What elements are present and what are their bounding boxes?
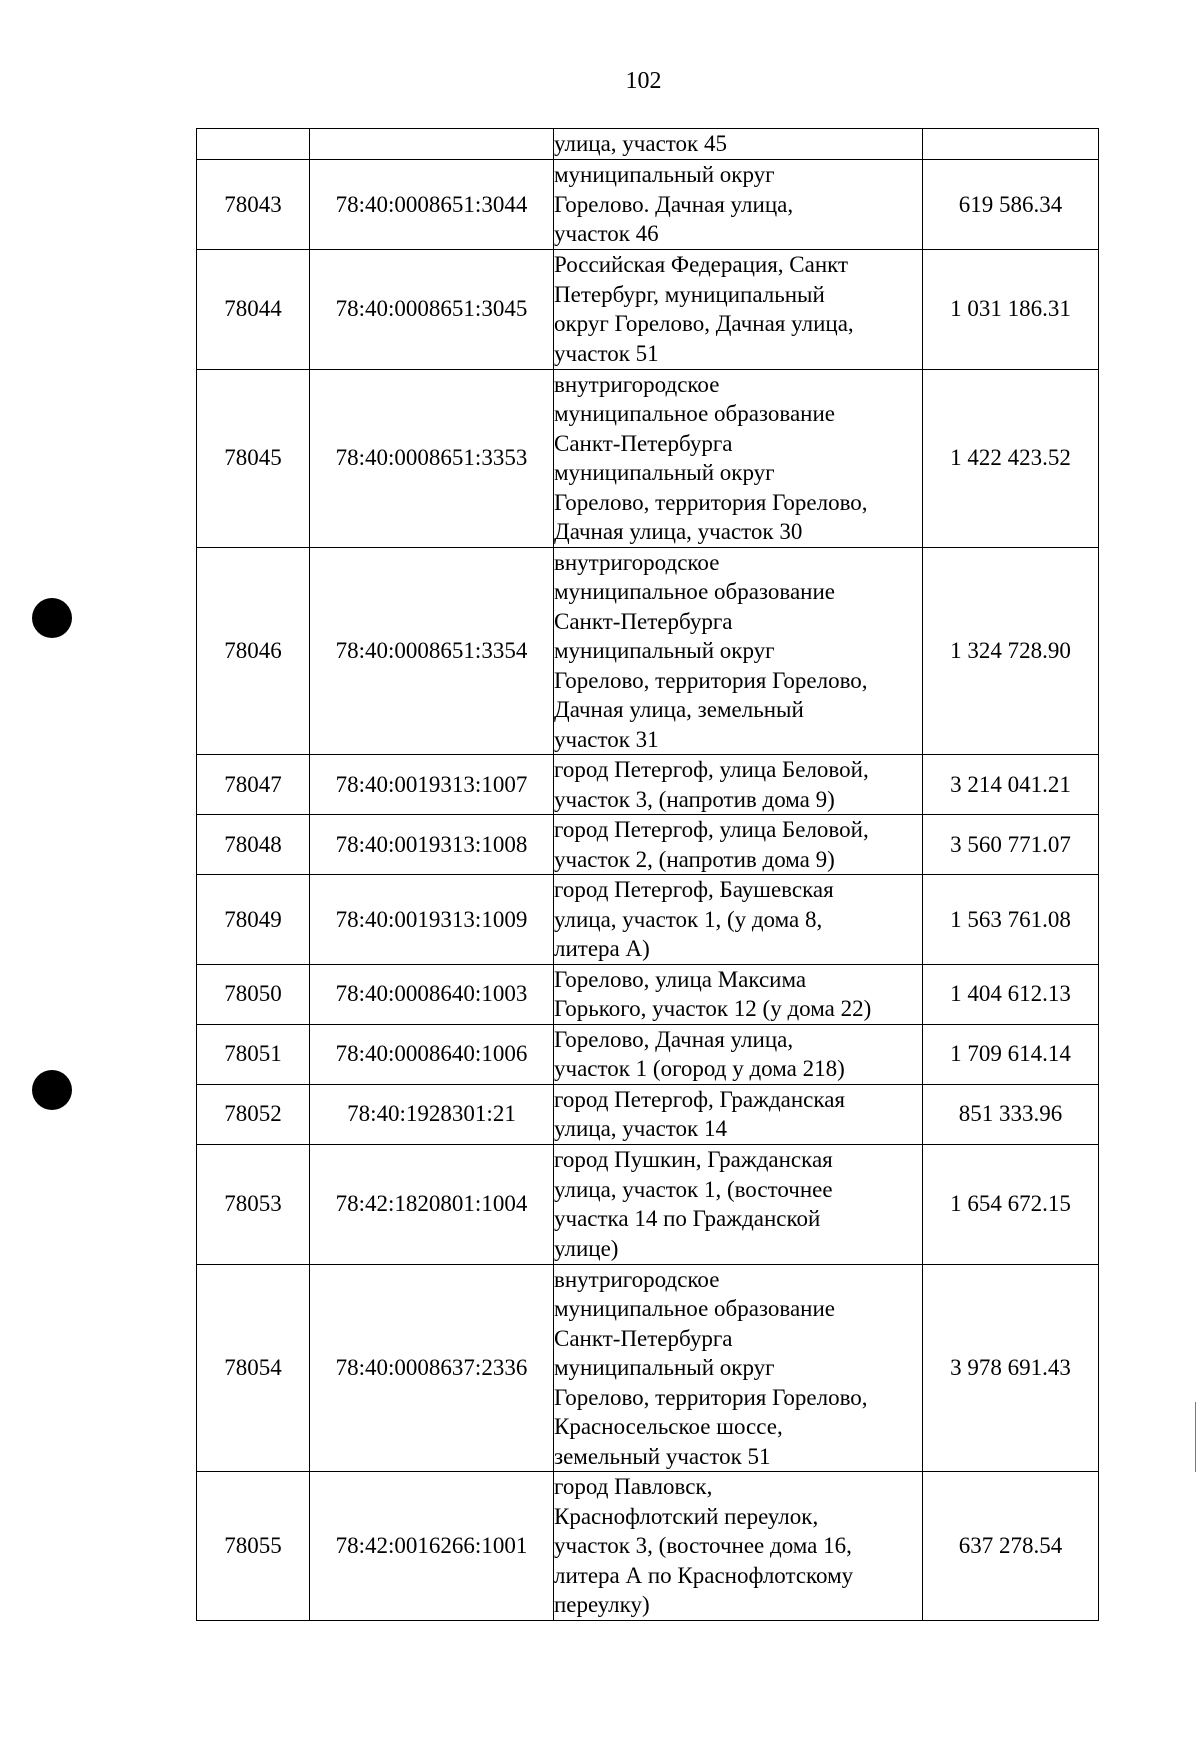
cadastral-number-cell bbox=[310, 755, 554, 815]
cadastral-number-text: 78:40:0019313:1009 bbox=[335, 906, 528, 932]
row-number-cell bbox=[197, 964, 310, 1024]
row-number-text: 78054 bbox=[224, 1355, 282, 1380]
address-cell bbox=[554, 1024, 923, 1084]
address-cell bbox=[554, 249, 923, 369]
address-text: улица, участок 45 bbox=[554, 131, 727, 157]
address-text: внутригородское муниципальное образование Санкт-Петербурга муниципальный округ Горелово, территория Горелово, Красносельское шоссе, земельный участок 51 bbox=[554, 1266, 868, 1469]
table-body bbox=[197, 129, 1099, 1621]
row-number-text: 78051 bbox=[224, 1041, 282, 1067]
table-row bbox=[197, 369, 1099, 547]
cadastral-value-cell bbox=[923, 1472, 1099, 1621]
cadastral-number-text: 78:42:0016266:1001 bbox=[335, 1533, 528, 1558]
cadastral-value-cell bbox=[923, 547, 1099, 755]
address-cell bbox=[554, 875, 923, 965]
row-number-text: 78044 bbox=[224, 296, 282, 322]
row-number-cell bbox=[197, 160, 310, 250]
row-number-text: 78043 bbox=[224, 191, 282, 217]
table-row bbox=[197, 1472, 1099, 1621]
cadastral-number-cell bbox=[310, 249, 554, 369]
table-row bbox=[197, 547, 1099, 755]
cadastral-number-cell bbox=[310, 1024, 554, 1084]
punch-hole-bottom bbox=[32, 1070, 72, 1110]
row-number-cell bbox=[197, 1024, 310, 1084]
cadastral-value-text: 1 324 728.90 bbox=[950, 638, 1071, 663]
cadastral-number-text: 78:40:0019313:1007 bbox=[335, 771, 528, 797]
row-number-cell bbox=[197, 1472, 310, 1621]
address-text: Российская Федерация, Санкт Петербург, муниципальный округ Горелово, Дачная улица, участок 51 bbox=[554, 252, 854, 366]
address-cell bbox=[554, 1144, 923, 1264]
cadastral-value-cell bbox=[923, 755, 1099, 815]
cadastral-number-cell bbox=[310, 1084, 554, 1144]
cadastral-value-cell bbox=[923, 1024, 1099, 1084]
cadastral-value-cell bbox=[923, 1084, 1099, 1144]
cadastral-number-cell bbox=[310, 547, 554, 755]
cadastral-number-text: 78:40:0008637:2336 bbox=[335, 1355, 528, 1380]
address-cell bbox=[554, 1472, 923, 1621]
cadastral-value-text: 619 586.34 bbox=[958, 191, 1063, 217]
cadastral-number-text: 78:40:0008651:3353 bbox=[335, 445, 528, 471]
address-text: город Петергоф, улица Беловой, участок 3, (напротив дома 9) bbox=[554, 757, 869, 812]
row-number-text: 78048 bbox=[224, 831, 282, 857]
cadastral-number-text: 78:42:1820801:1004 bbox=[335, 1191, 528, 1217]
cadastral-value-cell bbox=[923, 1264, 1099, 1472]
row-number-cell bbox=[197, 369, 310, 547]
cadastral-value-text: 1 709 614.14 bbox=[950, 1041, 1071, 1067]
table-row bbox=[197, 755, 1099, 815]
row-number-text: 78049 bbox=[224, 906, 282, 932]
cadastral-value-cell bbox=[923, 964, 1099, 1024]
cadastral-number-text: 78:40:0008651:3354 bbox=[335, 638, 528, 663]
cadastral-number-cell bbox=[310, 369, 554, 547]
table-row bbox=[197, 160, 1099, 250]
table-row bbox=[197, 129, 1099, 160]
cadastral-value-cell bbox=[923, 249, 1099, 369]
row-number-cell bbox=[197, 547, 310, 755]
cadastral-value-cell bbox=[923, 875, 1099, 965]
address-cell bbox=[554, 1084, 923, 1144]
cadastral-number-text: 78:40:0019313:1008 bbox=[335, 831, 528, 857]
cadastral-value-text: 1 031 186.31 bbox=[950, 296, 1071, 322]
row-number-text: 78052 bbox=[224, 1101, 282, 1127]
address-cell bbox=[554, 1264, 923, 1472]
row-number-cell bbox=[197, 249, 310, 369]
cadastral-value-text: 3 978 691.43 bbox=[950, 1355, 1071, 1380]
cadastral-number-text: 78:40:0008651:3044 bbox=[335, 191, 528, 217]
cadastral-value-text: 1 654 672.15 bbox=[950, 1191, 1071, 1217]
cadastral-value-cell bbox=[923, 369, 1099, 547]
address-cell bbox=[554, 129, 923, 160]
address-cell bbox=[554, 160, 923, 250]
address-text: муниципальный округ Горелово. Дачная улица, участок 46 bbox=[554, 162, 794, 246]
row-number-cell bbox=[197, 1144, 310, 1264]
address-text: внутригородское муниципальное образование Санкт-Петербурга муниципальный округ Горелово, территория Горелово, Дачная улица, земельный участок 31 bbox=[554, 549, 868, 752]
cadastral-number-cell bbox=[310, 815, 554, 875]
address-text: город Петергоф, Гражданская улица, участок 14 bbox=[554, 1086, 845, 1141]
cadastral-number-cell bbox=[310, 1264, 554, 1472]
table-row bbox=[197, 815, 1099, 875]
table-row bbox=[197, 1084, 1099, 1144]
row-number-text: 78053 bbox=[224, 1191, 282, 1217]
scan-edge-mark bbox=[1195, 1402, 1196, 1472]
table-row bbox=[197, 1264, 1099, 1472]
cadastral-value-text: 1 563 761.08 bbox=[950, 906, 1071, 932]
cadastral-number-cell bbox=[310, 160, 554, 250]
cadastral-value-cell bbox=[923, 129, 1099, 160]
row-number-text: 78046 bbox=[224, 638, 282, 663]
address-cell bbox=[554, 369, 923, 547]
table-row bbox=[197, 875, 1099, 965]
cadastral-value-text: 3 560 771.07 bbox=[950, 831, 1071, 857]
cadastral-number-text: 78:40:0008640:1003 bbox=[335, 981, 528, 1007]
page-number: 102 bbox=[625, 68, 662, 94]
address-cell bbox=[554, 755, 923, 815]
land-plot-table bbox=[196, 128, 1099, 1621]
address-text: внутригородское муниципальное образование Санкт-Петербурга муниципальный округ Горелово, территория Горелово, Дачная улица, участок 30 bbox=[554, 371, 868, 544]
cadastral-value-cell bbox=[923, 160, 1099, 250]
cadastral-value-text: 3 214 041.21 bbox=[950, 771, 1071, 797]
cadastral-value-text: 637 278.54 bbox=[958, 1533, 1063, 1558]
row-number-cell bbox=[197, 129, 310, 160]
cadastral-number-cell bbox=[310, 129, 554, 160]
row-number-cell bbox=[197, 875, 310, 965]
table-row bbox=[197, 964, 1099, 1024]
row-number-cell bbox=[197, 755, 310, 815]
address-text: Горелово, Дачная улица, участок 1 (огород у дома 218) bbox=[554, 1026, 845, 1081]
cadastral-number-cell bbox=[310, 964, 554, 1024]
address-text: город Петергоф, Баушевская улица, участок 1, (у дома 8, литера А) bbox=[554, 877, 834, 961]
punch-hole-top bbox=[32, 598, 72, 638]
cadastral-value-text: 1 422 423.52 bbox=[950, 445, 1071, 471]
cadastral-number-cell bbox=[310, 1144, 554, 1264]
row-number-cell bbox=[197, 815, 310, 875]
cadastral-number-text: 78:40:0008640:1006 bbox=[335, 1041, 528, 1067]
cadastral-number-cell bbox=[310, 875, 554, 965]
address-cell bbox=[554, 547, 923, 755]
cadastral-number-text: 78:40:1928301:21 bbox=[347, 1101, 516, 1127]
table-row bbox=[197, 1024, 1099, 1084]
address-text: Горелово, улица Максима Горького, участок 12 (у дома 22) bbox=[554, 966, 872, 1021]
row-number-cell bbox=[197, 1264, 310, 1472]
cadastral-value-text: 1 404 612.13 bbox=[950, 981, 1071, 1007]
row-number-cell bbox=[197, 1084, 310, 1144]
table-row bbox=[197, 249, 1099, 369]
table-row bbox=[197, 1144, 1099, 1264]
row-number-text: 78055 bbox=[224, 1533, 282, 1558]
address-text: город Петергоф, улица Беловой, участок 2, (напротив дома 9) bbox=[554, 817, 869, 872]
cadastral-value-text: 851 333.96 bbox=[958, 1101, 1063, 1127]
cadastral-number-cell bbox=[310, 1472, 554, 1621]
cadastral-value-cell bbox=[923, 1144, 1099, 1264]
row-number-text: 78045 bbox=[224, 445, 282, 471]
cadastral-number-text: 78:40:0008651:3045 bbox=[335, 296, 528, 322]
address-text: город Пушкин, Гражданская улица, участок 1, (восточнее участка 14 по Гражданской улице) bbox=[554, 1147, 833, 1261]
address-cell bbox=[554, 964, 923, 1024]
row-number-text: 78047 bbox=[224, 771, 282, 797]
cadastral-value-cell bbox=[923, 815, 1099, 875]
address-cell bbox=[554, 815, 923, 875]
address-text: город Павловск, Краснофлотский переулок, участок 3, (восточнее дома 16, литера А по Краснофлотскому переулку) bbox=[554, 1474, 854, 1617]
row-number-text: 78050 bbox=[224, 981, 282, 1007]
